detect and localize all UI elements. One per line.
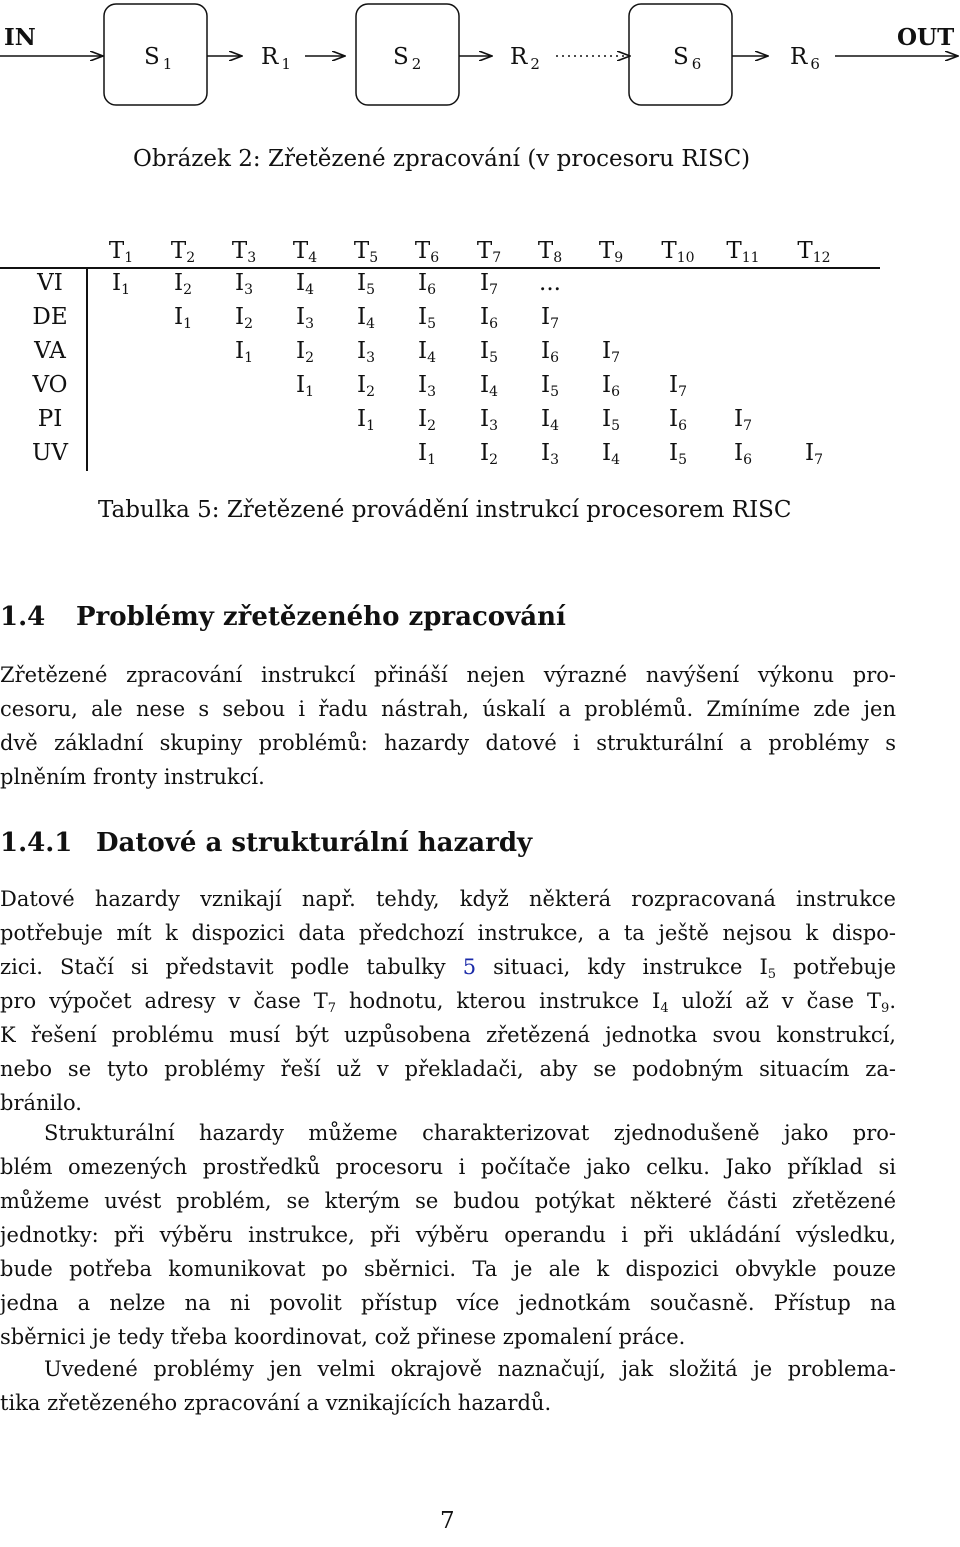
text-line: zici. Stačí si představit podle tabulky 5 situaci, kdy instrukce $I_5$ potřebuje [0,955,897,982]
table-column-header: $T_3$ [231,238,257,266]
stage-s6-label: S $_6$ [673,44,702,73]
text-line: Uvedené problémy jen velmi okrajově naznačují, jak složitá je problema- [44,1357,896,1381]
subsection-title: Datové a strukturální hazardy [96,828,533,858]
table-cell: $I_1$ [417,440,437,468]
subsection-heading [0,828,532,858]
figure-caption-text: Obrázek 2: Zřetězené zpracování (v procesoru RISC) [133,146,751,172]
table-cell: $I_4$ [417,338,437,366]
text-line: blém omezených prostředků procesoru i počítače jako celku. Jako příklad si [0,1155,896,1179]
table-column-header: $T_{12}$ [797,238,831,266]
text-line: potřebuje mít k dispozici data předchozí instrukce, a ta ještě nejsou k dispo- [0,921,896,945]
table-row-label-rule [86,268,88,471]
section-heading [0,602,566,632]
paragraph-data-hazards [0,882,896,1120]
text-line: pro výpočet adresy v čase $T_7$ hodnotu, kterou instrukce $I_4$ uloží až v čase $T_9$. [0,989,896,1016]
table-cell: $I_3$ [540,440,560,468]
table-cell: $I_3$ [234,270,254,298]
table-cell: $I_6$ [479,304,499,332]
table-cell: $I_3$ [356,338,376,366]
table-cell: $I_2$ [295,338,315,366]
table-cell: $I_3$ [479,406,499,434]
table-cell: $I_6$ [668,406,688,434]
table-cell: $I_1$ [111,270,131,298]
table-column-header: $T_4$ [292,238,318,266]
table-cell: $I_2$ [417,406,437,434]
table-column-header: $T_9$ [598,238,624,266]
text-line: můžeme uvést problém, se kterým se budou potýkat některé části zřetězené [0,1189,896,1213]
table-cell: $I_1$ [356,406,376,434]
out-label: OUT [897,24,955,51]
stage-r2-label: R $_2$ [510,44,540,73]
pipeline-table [0,228,960,478]
table-cell: $I_2$ [173,270,193,298]
table-cell: $I_2$ [356,372,376,400]
table-reference-link[interactable]: 5 [462,955,477,979]
table-cell: $I_5$ [479,338,499,366]
page-number: 7 [440,1508,455,1534]
table-cell: $I_4$ [601,440,621,468]
stage-r1-label: R $_1$ [261,44,291,73]
table-cell: $I_1$ [173,304,193,332]
text-line: dvě základní skupiny problémů: hazardy datové i strukturální a problémy s [0,731,896,755]
section-number: 1.4 [0,602,46,632]
table-row-label: VO [32,372,68,398]
table-cell: $I_4$ [356,304,376,332]
text-line: nebo se tyto problémy řeší už v překladači, aby se podobným situacím za- [0,1057,896,1081]
table-row-label: VA [34,338,66,364]
text-line: bude potřeba komunikovat po sběrnici. Ta je ale k dispozici obvykle pouze [0,1257,896,1281]
table-cell: $I_2$ [234,304,254,332]
table-row-label: PI [37,406,63,432]
text-line: cesoru, ale nese s sebou i řadu nástrah, úskalí a problémů. Zmíníme zde jen [0,697,896,721]
text-line: Zřetězené zpracování instrukcí přináší nejen výrazné navýšení výkonu pro- [0,663,896,687]
subsection-number: 1.4.1 [0,828,73,858]
stage-s1-label: S $_1$ [144,44,173,73]
table-column-header: $T_8$ [537,238,563,266]
text-line: plněním fronty instrukcí. [0,765,265,789]
table-cell: $I_6$ [417,270,437,298]
table-cell: $I_2$ [479,440,499,468]
stage-r6-label: R $_6$ [790,44,820,73]
table-row-label: VI [37,270,63,296]
table-cell: $I_7$ [540,304,560,332]
table-caption-text: Tabulka 5: Zřetězené provádění instrukcí procesorem RISC [98,497,792,523]
table-cell: $I_7$ [668,372,688,400]
table-column-header: $T_5$ [353,238,379,266]
table-cell: $I_6$ [540,338,560,366]
table-cell: $I_1$ [295,372,315,400]
table-cell: $I_7$ [804,440,824,468]
text-line: jedna a nelze na ni povolit přístup více jednotkám současně. Přístup na [0,1291,896,1315]
text-line: Strukturální hazardy můžeme charakterizovat zjednodušeně jako pro- [44,1121,896,1145]
table-row-label: DE [32,304,68,330]
table-cell: $I_5$ [668,440,688,468]
stage-s2-label: S $_2$ [393,44,422,73]
text-line: Datové hazardy vznikají např. tehdy, když některá rozpracovaná instrukce [0,887,896,911]
table-column-header: $T_{10}$ [661,238,695,266]
table-cell: $I_7$ [733,406,753,434]
table-cell: $I_6$ [733,440,753,468]
table-column-header: $T_{11}$ [726,238,760,266]
table-column-header: $T_2$ [170,238,196,266]
table-cell: $I_1$ [234,338,254,366]
table-cell: $I_7$ [601,338,621,366]
table-cell: ... [539,270,561,296]
table-row-label: UV [32,440,68,466]
table-cell: $I_5$ [356,270,376,298]
text-line: sběrnici je tedy třeba koordinovat, což přinese zpomalení práce. [0,1325,686,1349]
section-title: Problémy zřetězeného zpracování [76,602,566,632]
table-column-header: $T_7$ [476,238,502,266]
table-column-header: $T_6$ [414,238,440,266]
table-column-header: $T_1$ [108,238,134,266]
pipeline-diagram [0,0,960,110]
table-cell: $I_5$ [417,304,437,332]
text-line: K řešení problému musí být uzpůsobena zřetězená jednotka svou konstrukcí, [0,1023,896,1047]
text-line: bránilo. [0,1091,82,1115]
table-cell: $I_4$ [295,270,315,298]
paragraph-conclusion [0,1352,896,1420]
table-cell: $I_6$ [601,372,621,400]
table-cell: $I_5$ [540,372,560,400]
in-label: IN [4,24,36,51]
table-cell: $I_5$ [601,406,621,434]
table-cell: $I_4$ [479,372,499,400]
table-cell: $I_7$ [479,270,499,298]
table-cell: $I_4$ [540,406,560,434]
table-cell: $I_3$ [295,304,315,332]
table-cell: $I_3$ [417,372,437,400]
text-line: jednotky: při výběru instrukce, při výběru operandu i při ukládání výsledku, [0,1223,896,1247]
paragraph-intro [0,658,896,794]
text-line: tika zřetězeného zpracování a vznikajících hazardů. [0,1391,552,1415]
paragraph-structural-hazards [0,1116,896,1354]
